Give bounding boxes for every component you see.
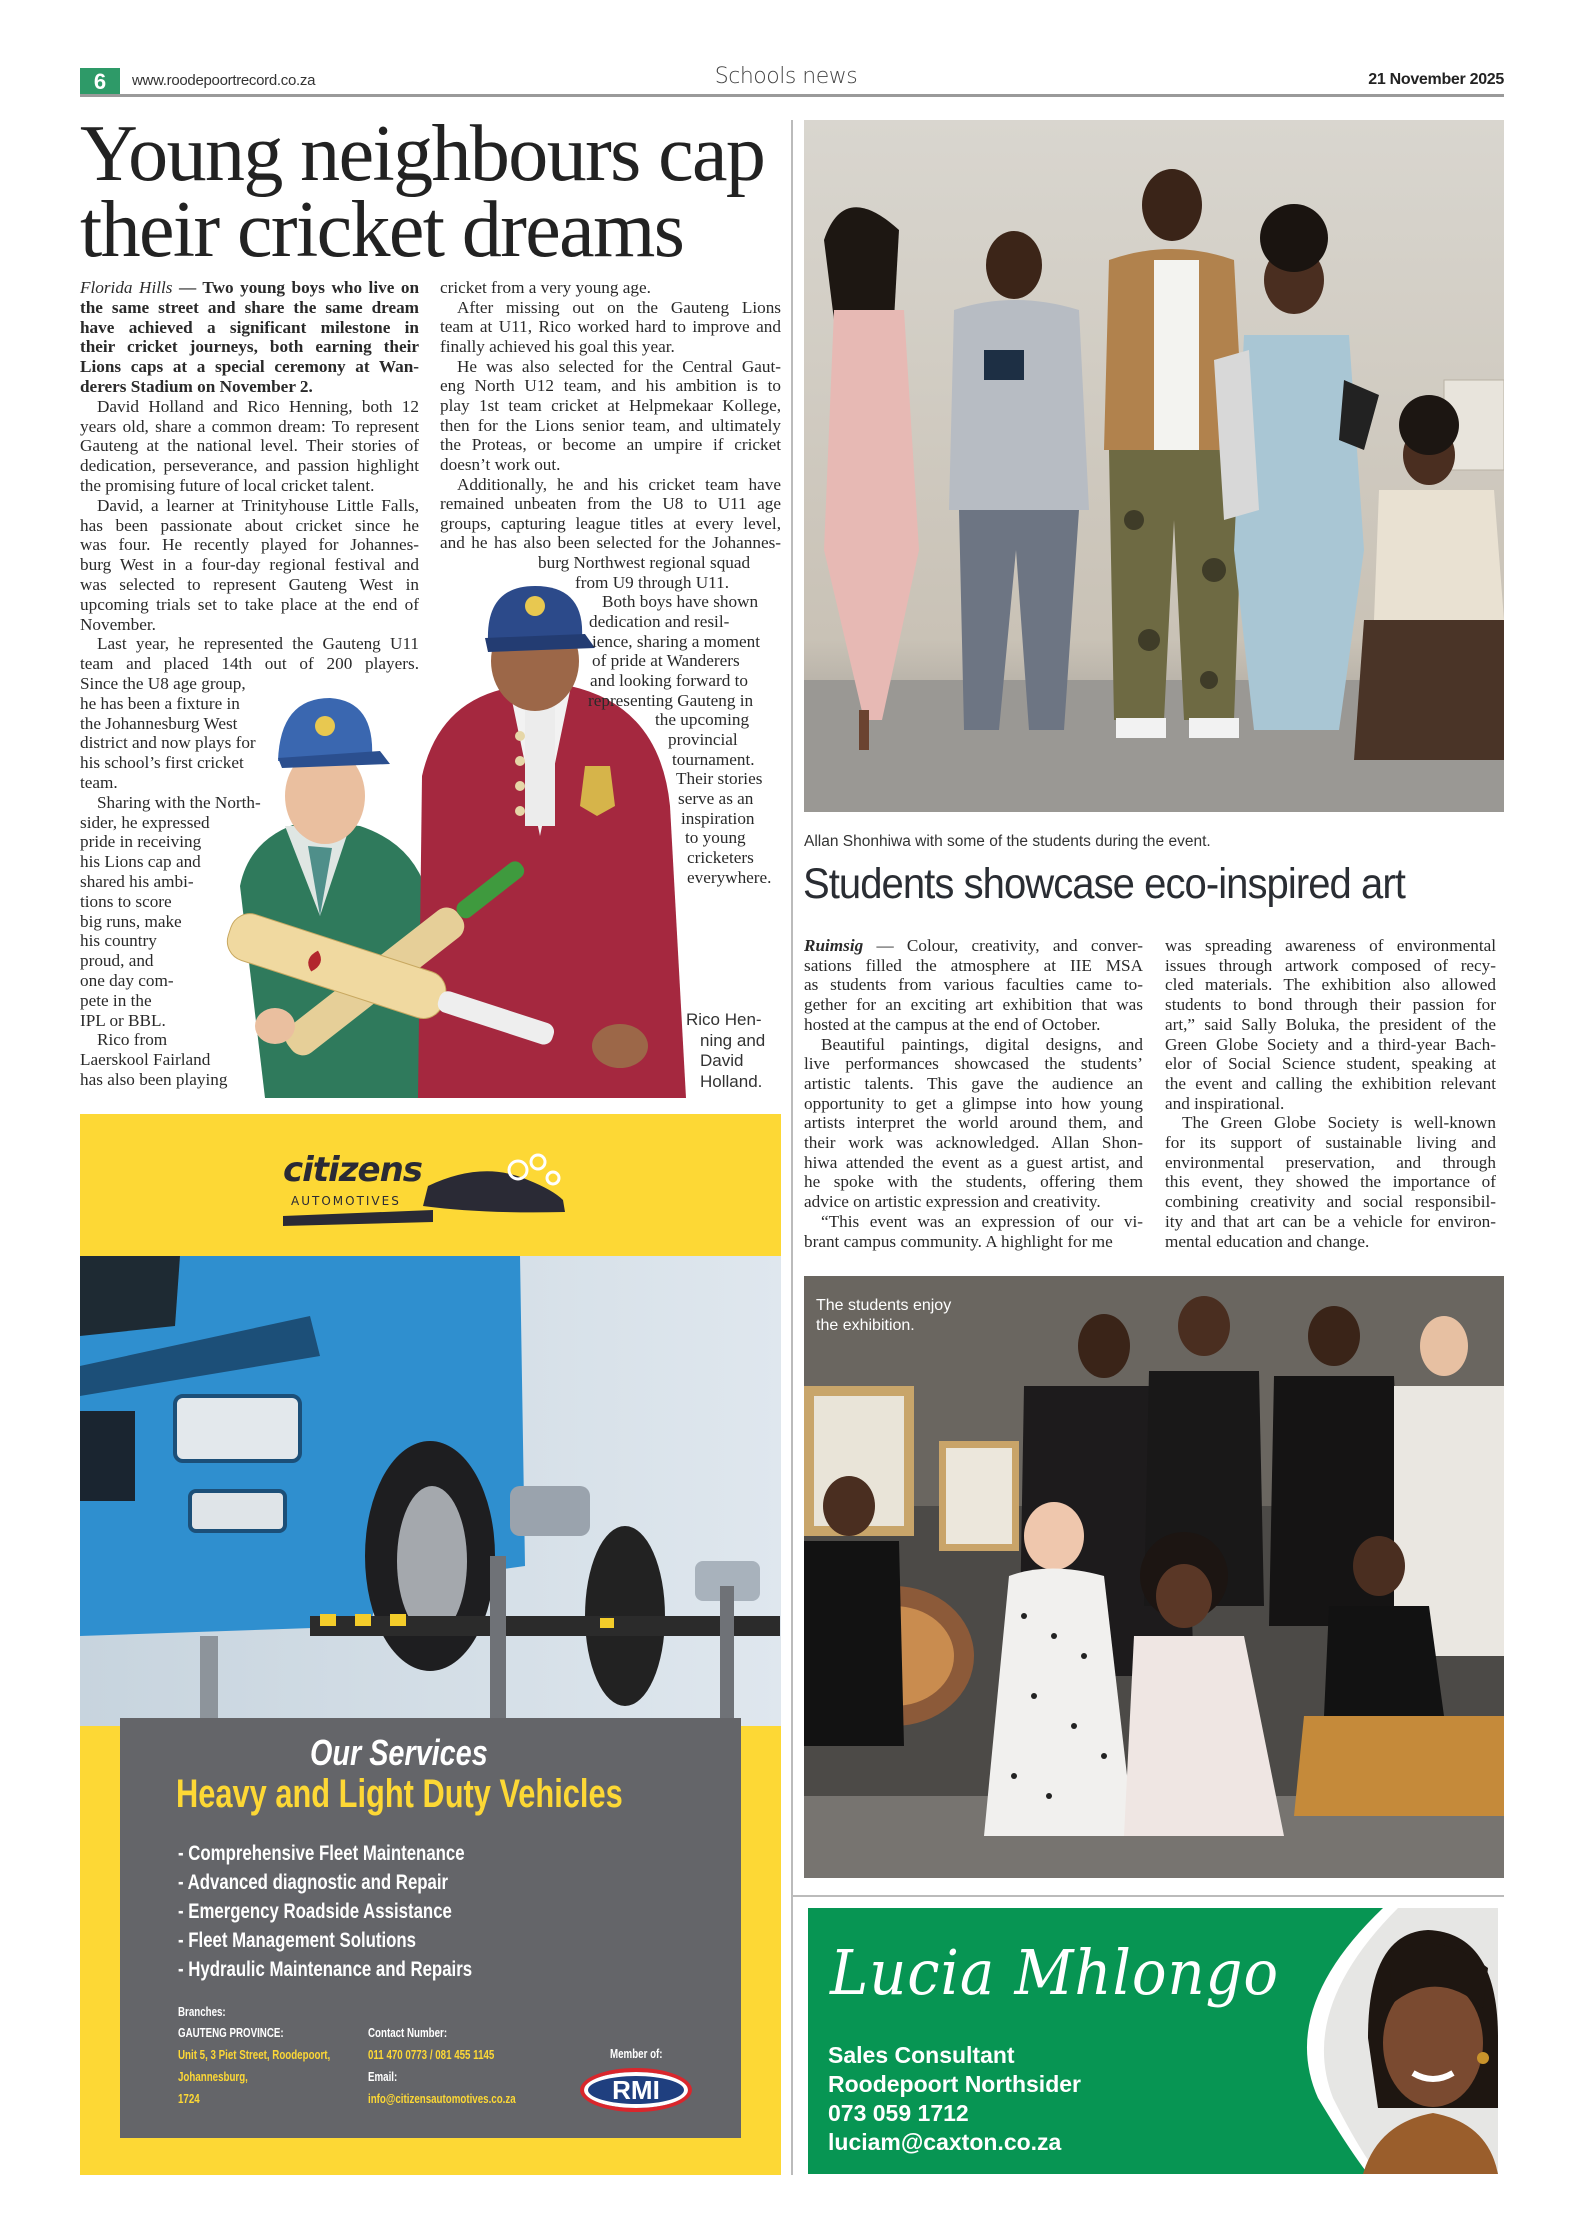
article-text-line [80,535,419,555]
line-text: and inspirational. [1165,1093,1285,1113]
line-text: November. [80,614,156,634]
article-text-line [655,710,749,730]
article-text-line [1165,1094,1284,1114]
line-text: burg Northwest regional squad [538,553,751,573]
line-text: has also been playing [80,1070,228,1089]
article-text-line [1165,1172,1496,1192]
article2-photo2-caption [816,1296,951,1336]
line-text: Green Globe Society and a third-year Bach- [1165,1034,1496,1054]
line-text: Beautiful paintings, digital designs, and [821,1034,1143,1054]
article-text-line [1165,1212,1496,1232]
article-text-line [440,494,781,514]
article-text-line [678,789,753,809]
line-text: tions to score [80,891,172,911]
article-text-line [681,809,755,829]
consultant-publication: Roodepoort Northsider [828,2071,1081,2097]
article-text-line [1165,1074,1496,1094]
article-text-line [804,956,1143,976]
caption-line: Rico Hen- [686,1010,762,1029]
section-title: Schools news [714,64,858,89]
article1-headline [80,110,785,274]
article-text-line [804,975,1143,995]
line-text: opportunity to get a glimpse into how young [804,1093,1143,1113]
article-text-line [804,1153,1143,1173]
article-text-line [80,615,156,635]
line-text: cricket from a very young age. [440,278,651,297]
article-text-line [602,592,758,612]
line-text: He was also selected for the Central Gaut- [457,356,781,376]
article-text-line [80,852,201,872]
article-text-line [804,1232,1113,1252]
article-text-line [80,991,152,1011]
line-text: ience, sharing a moment [592,631,760,651]
line-text: the Johannesburg West [80,713,238,733]
line-text: team. [80,773,118,792]
article-text-line [804,1015,1100,1035]
line-text: Since the U8 age group, [80,674,246,693]
line-text: shared his ambi- [80,872,194,891]
line-text: hiwa attended the event as a guest artist, and [804,1152,1143,1172]
branches-label: Branches: [178,2004,226,2019]
member-label: Member of: [610,2046,663,2061]
article-text-line [590,671,748,691]
article-text-line [672,750,755,770]
article-text-line [80,951,154,971]
article-text-line [821,1212,1143,1232]
article-text-line [804,936,1143,956]
article-text-line [588,691,753,711]
line-text: the promising future of local cricket talent. [80,476,375,495]
line-text: elor of Social Science student, speaking at [1165,1054,1496,1074]
contact-number[interactable]: 011 470 0773 / 081 455 1145 [368,2047,495,2062]
line-text: The Green Globe Society is well-known [1182,1113,1496,1133]
brand-subtitle: AUTOMOTIVES [291,1194,401,1208]
address-line: Johannesburg, [178,2069,248,2084]
line-text: serve as an [678,788,754,808]
article-text-line [80,575,419,595]
article-text-line [80,555,419,575]
article-text-line [80,278,419,298]
line-text: was spreading awareness of environmental [1165,936,1496,955]
article-text-line [1165,1035,1496,1055]
line-text: cricketers [687,847,754,867]
line-text: derers Stadium on November 2. [80,377,313,396]
article-text-line [575,573,729,593]
article-text-line [440,317,781,337]
article-text-line [80,436,419,456]
line-text: his Lions cap and [80,852,201,872]
article-text-line [80,694,240,714]
line-text: play 1st team cricket at Helpmekaar Kollege, [440,395,781,415]
article-text-line [440,514,781,534]
line-text: for its support of sustainable living and [1165,1133,1496,1152]
line-text: district and now plays for [80,733,256,753]
article-text-line [97,397,419,417]
article-text-line [1165,1015,1496,1035]
article-text-line [80,813,210,833]
article-text-line [97,496,419,516]
line-text: combining creativity and social responsibil- [1165,1192,1496,1212]
article-text-line [80,1050,210,1070]
article-text-line [80,417,419,437]
line-text: of pride at Wanderers [592,651,740,671]
article-text-line [1165,1192,1496,1212]
article-text-line [80,1070,228,1090]
line-text: his country [80,931,157,951]
line-text: “This event was an expression of our vi- [821,1211,1143,1231]
article-text-line [80,318,419,338]
article-text-line [804,1172,1143,1192]
brand-name: citizens [283,1150,423,1190]
line-text: artists interpret the world around them, and [804,1113,1143,1133]
line-text: hosted at the campus at the end of October. [804,1014,1101,1034]
line-text: have achieved a significant milestone in [80,317,419,337]
article-text-line [592,651,740,671]
article-text-line [1165,1133,1496,1153]
services-title: Our Services [310,1732,488,1773]
article-text-line [1165,936,1496,956]
line-text: finally achieved his goal this year. [440,336,675,356]
line-text: Last year, he represented the Gauteng U11 [97,634,419,654]
service-item: - Comprehensive Fleet Maintenance [178,1842,465,1865]
line-text: has been passionate about cricket since he [80,515,419,535]
line-text: from U9 through U11. [575,572,730,592]
line-text: to young [685,828,746,848]
line-text: Both boys have shown [602,592,759,612]
article-text-line [80,298,419,318]
consultant-role: Sales Consultant [828,2042,1015,2068]
email-label: Email: [368,2069,398,2084]
line-text: the upcoming [655,710,750,730]
article-text-line [1165,975,1496,995]
article-text-line [80,377,313,397]
car-logo-icon [283,1150,663,1240]
address-line: Unit 5, 3 Piet Street, Roodepoort, [178,2047,331,2062]
article-text-line [97,793,261,813]
rmi-logo [580,2068,692,2112]
line-text: Gauteng at the national level. Their stories of [80,436,419,456]
line-text: Laerskool Fairland [80,1050,211,1070]
line-text: representing Gauteng in [588,690,754,710]
line-text: artistic talents. This gave the audience an [804,1073,1143,1093]
article2-photo-caption: Allan Shonhiwa with some of the students during the event. [804,833,1211,850]
article-text-line [589,612,729,632]
line-text: years old, share a common dream: To represent [80,416,419,436]
contact-label: Contact Number: [368,2025,448,2040]
line-text: the Proteas, or become an umpire if cricket [440,435,781,455]
line-text: live performances showcased the students’ [804,1054,1143,1074]
line-text: doesn’t work out. [440,454,561,474]
article-text-line [80,872,194,892]
article-text-line [80,892,172,912]
line-text: provincial [668,729,738,749]
line-text: IPL or BBL. [80,1010,166,1030]
line-text: sations filled the atmosphere at IIE MSA [804,955,1143,975]
line-text: burg West in a four-day regional festival and [80,555,419,575]
line-text: proud, and [80,951,154,971]
service-item: - Emergency Roadside Assistance [178,1900,452,1923]
article-text-line [97,1030,167,1050]
line-text: dedication and resil- [589,612,730,632]
article-text-line [80,714,237,734]
line-text: environmental preservation, and through [1165,1152,1496,1172]
service-item: - Advanced diagnostic and Repair [178,1871,449,1894]
article-text-line [80,476,374,496]
article-text-line [80,595,419,615]
article-text-line [440,455,560,475]
line-text: their cricket journeys, both earning their [80,337,419,357]
students-exhibition-photo [804,1276,1504,1878]
line-text: eng North U12 team, and his ambition is to [440,376,781,396]
line-text: one day com- [80,971,174,990]
article1-photo-caption [686,1010,765,1092]
line-text: was selected to represent Gauteng West in [80,575,419,594]
line-text: art,” said Sally Boluka, the president of the [1165,1014,1496,1034]
article-text-line [80,733,256,753]
line-text: David, a learner at Trinityhouse Little Falls, [97,495,419,515]
line-text: the same street and share the same dream [80,297,419,317]
line-text: team and placed 14th out of 200 players. [80,654,419,674]
article-text-line [1165,1153,1496,1173]
article-text-line [457,357,781,377]
article-text-line [80,1011,166,1031]
service-item: - Hydraulic Maintenance and Repairs [178,1958,473,1981]
article-text-line [80,971,174,991]
headline-line: Young neighbours cap [80,110,765,198]
section-rule [793,1895,1504,1897]
website-url[interactable]: www.roodepoortrecord.co.za [132,72,316,89]
citizens-logo [283,1150,663,1240]
article-text-line [1165,1054,1496,1074]
services-panel [120,1718,741,2138]
line-text: After missing out on the Gauteng Lions [457,297,781,317]
line-text: inspiration [681,808,755,828]
article-text-line [80,456,419,476]
rmi-logo-text: RMI [612,2075,660,2105]
article-text-line [440,396,781,416]
line-text: team at U11, Rico worked hard to improve and [440,317,781,337]
line-text: their work was acknowledged. Allan Shon- [804,1133,1143,1152]
consultant-email[interactable]: luciam@caxton.co.za [828,2129,1062,2155]
article-text-line [80,912,182,932]
students-with-artist-photo [804,120,1504,812]
line-text: he spoke with the students, offering them [804,1172,1143,1192]
article-text-line [80,337,419,357]
line-text: Lions caps at a special ceremony at Wan- [80,357,419,377]
line-text: — Colour, creativity, and conver- [876,936,1144,955]
line-text: everywhere. [687,867,772,887]
article-text-line [80,654,419,674]
article-text-line [80,674,246,694]
line-text: and looking forward to [590,671,748,690]
caption-line: David [700,1051,744,1070]
service-item: - Fleet Management Solutions [178,1929,417,1952]
article-text-line [685,828,746,848]
article-text-line [440,337,675,357]
line-text: — Two young boys who live on [179,278,419,297]
article-text-line [457,475,781,495]
sales-consultant-banner [808,1908,1504,2174]
line-text: cled materials. The exhibition also allowed [1165,975,1496,995]
headline-line: their cricket dreams [80,186,684,274]
services-subtitle: Heavy and Light Duty Vehicles [176,1772,623,1816]
article-text-line [1165,1232,1369,1252]
caption-line: The students enjoy [816,1297,952,1314]
article-text-line [821,1035,1143,1055]
page-number: 6 [80,68,120,95]
issue-date: 21 November 2025 [1368,71,1504,88]
line-text: pete in the [80,990,152,1010]
article-text-line [804,995,1143,1015]
article-text-line [80,516,419,536]
article-text-line [440,533,781,553]
dateline: Ruimsig [804,936,864,955]
article-text-line [440,435,781,455]
article-text-line [687,868,771,888]
line-text: as students from various faculties came to- [804,975,1143,995]
article-text-line [676,769,762,789]
line-text: advice on artistic expression and creativity. [804,1192,1101,1212]
line-text: Rico from [97,1030,168,1050]
article-text-line [440,416,781,436]
citizens-automotives-advert [80,1114,781,2175]
line-text: tournament. [672,749,755,769]
line-text: students to bond through their passion for [1165,995,1496,1015]
article-text-line [80,753,244,773]
line-text: groups, capturing league titles at every level, [440,513,781,533]
line-text: the event and calling the exhibition relevant [1165,1073,1496,1093]
line-text: and he has also been selected for the Johannes- [440,533,781,553]
article-text-line [538,553,750,573]
article-text-line [1165,995,1496,1015]
line-text: brant campus community. A highlight for me [804,1231,1113,1251]
line-text: dedication, perseverance, and passion highlight [80,456,419,476]
line-text: this event, they showed the importance of [1165,1172,1496,1192]
line-text: upcoming trials set to take place at the end of [80,594,419,614]
article-text-line [1165,956,1496,976]
article-text-line [80,357,419,377]
line-text: issues through artwork composed of recy- [1165,955,1496,975]
article-text-line [804,1094,1143,1114]
article-text-line [80,832,201,852]
caption-line: ning and [700,1030,766,1050]
caption-line: Holland. [700,1071,763,1091]
article-text-line [80,773,118,793]
article-text-line [80,931,157,951]
line-text: then for the Lions senior team, and ultimately [440,415,781,435]
article-text-line [804,1054,1143,1074]
article-text-line [440,376,781,396]
article-text-line [804,1192,1101,1212]
consultant-phone[interactable]: 073 059 1712 [828,2100,969,2126]
header-rule [80,94,1504,97]
article-text-line [97,634,419,654]
line-text: Additionally, he and his cricket team have [457,474,781,494]
article-text-line [440,278,651,298]
line-text: ity and that art can be a vehicle for environ- [1165,1211,1496,1231]
line-text: his school’s first cricket [80,753,244,773]
article-text-line [804,1133,1143,1153]
consultant-name: Lucia Mhlongo [830,1936,1280,2009]
line-text: he has been a fixture in [80,693,240,713]
line-text: gether for an exciting art exhibition that was [804,995,1143,1015]
advert-email[interactable]: info@citizensautomotives.co.za [368,2091,516,2106]
article-text-line [668,730,738,750]
line-text: remained unbeaten from the U8 to U11 age [440,494,781,514]
line-text: sider, he expressed [80,812,210,832]
article-text-line [804,1113,1143,1133]
dateline: Florida Hills [80,278,173,297]
column-divider [791,120,793,2175]
caption-line: the exhibition. [816,1317,915,1334]
line-text: Sharing with the North- [97,792,261,812]
line-text: David Holland and Rico Henning, both 12 [97,396,419,416]
article2-headline: Students showcase eco-inspired art [803,860,1405,908]
truck-on-lift-photo [80,1256,781,1726]
line-text: mental education and change. [1165,1231,1370,1251]
article-text-line [592,632,760,652]
article-text-line [687,848,754,868]
address-line: 1724 [178,2091,200,2106]
article-text-line [457,298,781,318]
line-text: pride in receiving [80,832,202,852]
article-text-line [1182,1113,1496,1133]
line-text: Their stories [676,769,763,789]
province-label: GAUTENG PROVINCE: [178,2025,284,2040]
article-text-line [804,1074,1143,1094]
line-text: was four. He recently played for Johannes- [80,535,419,555]
line-text: big runs, make [80,911,182,931]
